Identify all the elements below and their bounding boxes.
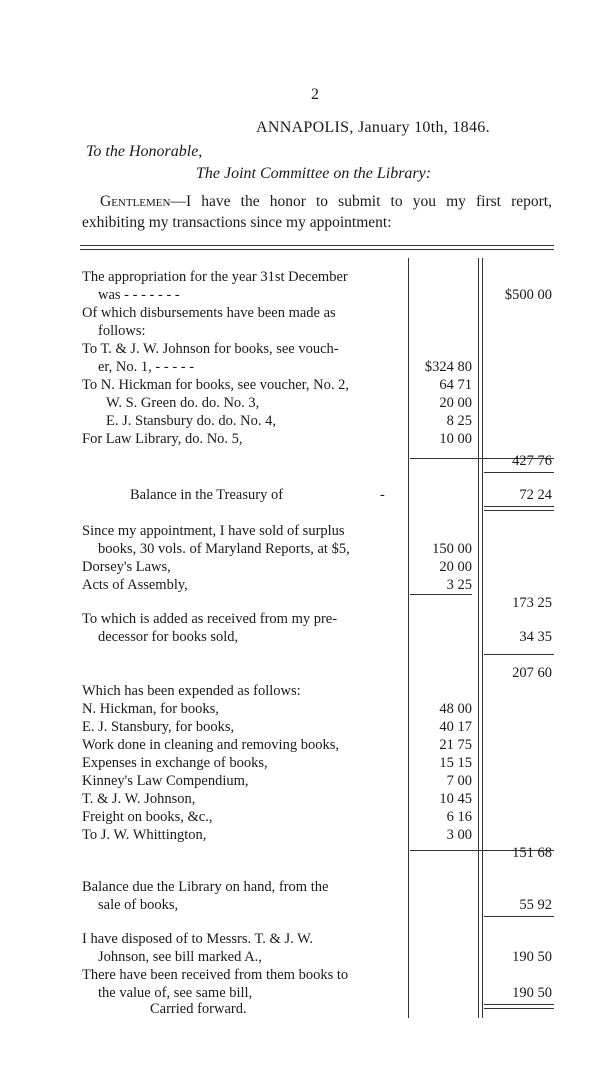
ledger-line: To T. & J. W. Johnson for books, see vouch- [82, 341, 339, 357]
place-date: ANNAPOLIS, January 10th, 1846. [256, 119, 490, 136]
ledger-amount: 64 71 [439, 377, 472, 393]
carried-forward: Carried forward. [150, 1001, 247, 1017]
table-top-rule [80, 245, 554, 246]
balance-treasury-amount: 72 24 [519, 487, 552, 503]
intro-opening: Gentlemen [100, 193, 171, 210]
ledger-line: To which is added as received from my pre- [82, 611, 338, 627]
ledger-amount: 20 00 [439, 395, 472, 411]
ledger-line: There have been received from them books to [82, 967, 349, 983]
expense-amount: 15 15 [439, 755, 472, 771]
expense-label: Work done in cleaning and removing books, [82, 737, 339, 753]
ledger-amount: 150 00 [432, 541, 472, 557]
ledger-line: decessor for books sold, [98, 629, 239, 645]
ledger-line: I have disposed of to Messrs. T. & J. W. [82, 931, 314, 947]
intro-paragraph [82, 191, 552, 233]
ledger-line: The appropriation for the year 31st December [82, 269, 348, 285]
ledger-line: Balance due the Library on hand, from the [82, 879, 329, 895]
expense-label: Expenses in exchange of books, [82, 755, 268, 771]
expense-amount: 6 16 [446, 809, 472, 825]
page-number: 2 [311, 86, 319, 103]
ledger-line: er, No. 1, - - - - - [98, 359, 195, 375]
ledger-line: E. J. Stansbury do. do. No. 4, [106, 413, 276, 429]
ledger-amount: 8 25 [446, 413, 472, 429]
expense-amount: 10 45 [439, 791, 472, 807]
ledger-amount: 3 25 [446, 577, 472, 593]
ledger-line: Johnson, see bill marked A., [98, 949, 262, 965]
ledger-line: To N. Hickman for books, see voucher, No. 2, [82, 377, 349, 393]
expense-amount: 3 00 [446, 827, 472, 843]
intro-text: —I have the honor to submit to you my first report, exhibiting my transactions since my appointment: [82, 193, 552, 231]
ledger-line: sale of books, [98, 897, 179, 913]
expense-amount: 48 00 [439, 701, 472, 717]
salutation: To the Honorable, [86, 143, 203, 160]
ledger-line: Which has been expended as follows: [82, 683, 301, 699]
dash: - [380, 487, 385, 503]
column-divider-2b [482, 258, 483, 1018]
ledger-line: For Law Library, do. No. 5, [82, 431, 243, 447]
balance-rule-2 [484, 510, 554, 511]
expense-label: Freight on books, &c., [82, 809, 213, 825]
disposed-amount: 190 50 [512, 949, 552, 965]
ledger-line: Of which disbursements have been made as [82, 305, 336, 321]
ledger-line: was - - - - - - - [98, 287, 180, 303]
expense-label: N. Hickman, for books, [82, 701, 219, 717]
ledger-line: the value of, see same bill, [98, 985, 253, 1001]
expense-amount: 40 17 [439, 719, 472, 735]
expenses-total: 151 68 [512, 845, 552, 861]
balance-rule [484, 506, 554, 507]
expense-amount: 21 75 [439, 737, 472, 753]
ledger-line: Since my appointment, I have sold of surplus [82, 523, 345, 539]
predecessor-amount: 34 35 [519, 629, 552, 645]
ledger-line: W. S. Green do. do. No. 3, [106, 395, 260, 411]
balance-treasury-label: Balance in the Treasury of [130, 487, 284, 503]
column-divider-2 [478, 258, 479, 1018]
ledger-line: books, 30 vols. of Maryland Reports, at $5, [98, 541, 350, 557]
final-rule-2 [484, 1008, 554, 1009]
expense-amount: 7 00 [446, 773, 472, 789]
subtotal-amount: 427 76 [512, 453, 552, 469]
received-amount: 190 50 [512, 985, 552, 1001]
final-rule [484, 1004, 554, 1005]
subtotal-underline [484, 472, 554, 473]
table-top-rule-2 [80, 249, 554, 250]
ledger-line: Dorsey's Laws, [82, 559, 171, 575]
expense-label: E. J. Stansbury, for books, [82, 719, 235, 735]
committee-address: The Joint Committee on the Library: [196, 165, 432, 182]
ledger-amount: 10 00 [439, 431, 472, 447]
ledger-amount: $500 00 [504, 287, 552, 303]
ledger-line: follows: [98, 323, 146, 339]
ledger-line: Acts of Assembly, [82, 577, 188, 593]
sales-total: 173 25 [512, 595, 552, 611]
expense-label: T. & J. W. Johnson, [82, 791, 196, 807]
total2-amount: 207 60 [512, 665, 552, 681]
ledger-amount: 20 00 [439, 559, 472, 575]
expense-label: Kinney's Law Compendium, [82, 773, 249, 789]
ledger-amount: $324 80 [424, 359, 472, 375]
balance-due-rule [484, 916, 554, 917]
expense-label: To J. W. Whittington, [82, 827, 207, 843]
total-rule [484, 654, 554, 655]
balance-due-amount: 55 92 [519, 897, 552, 913]
sales-rule [410, 594, 472, 595]
